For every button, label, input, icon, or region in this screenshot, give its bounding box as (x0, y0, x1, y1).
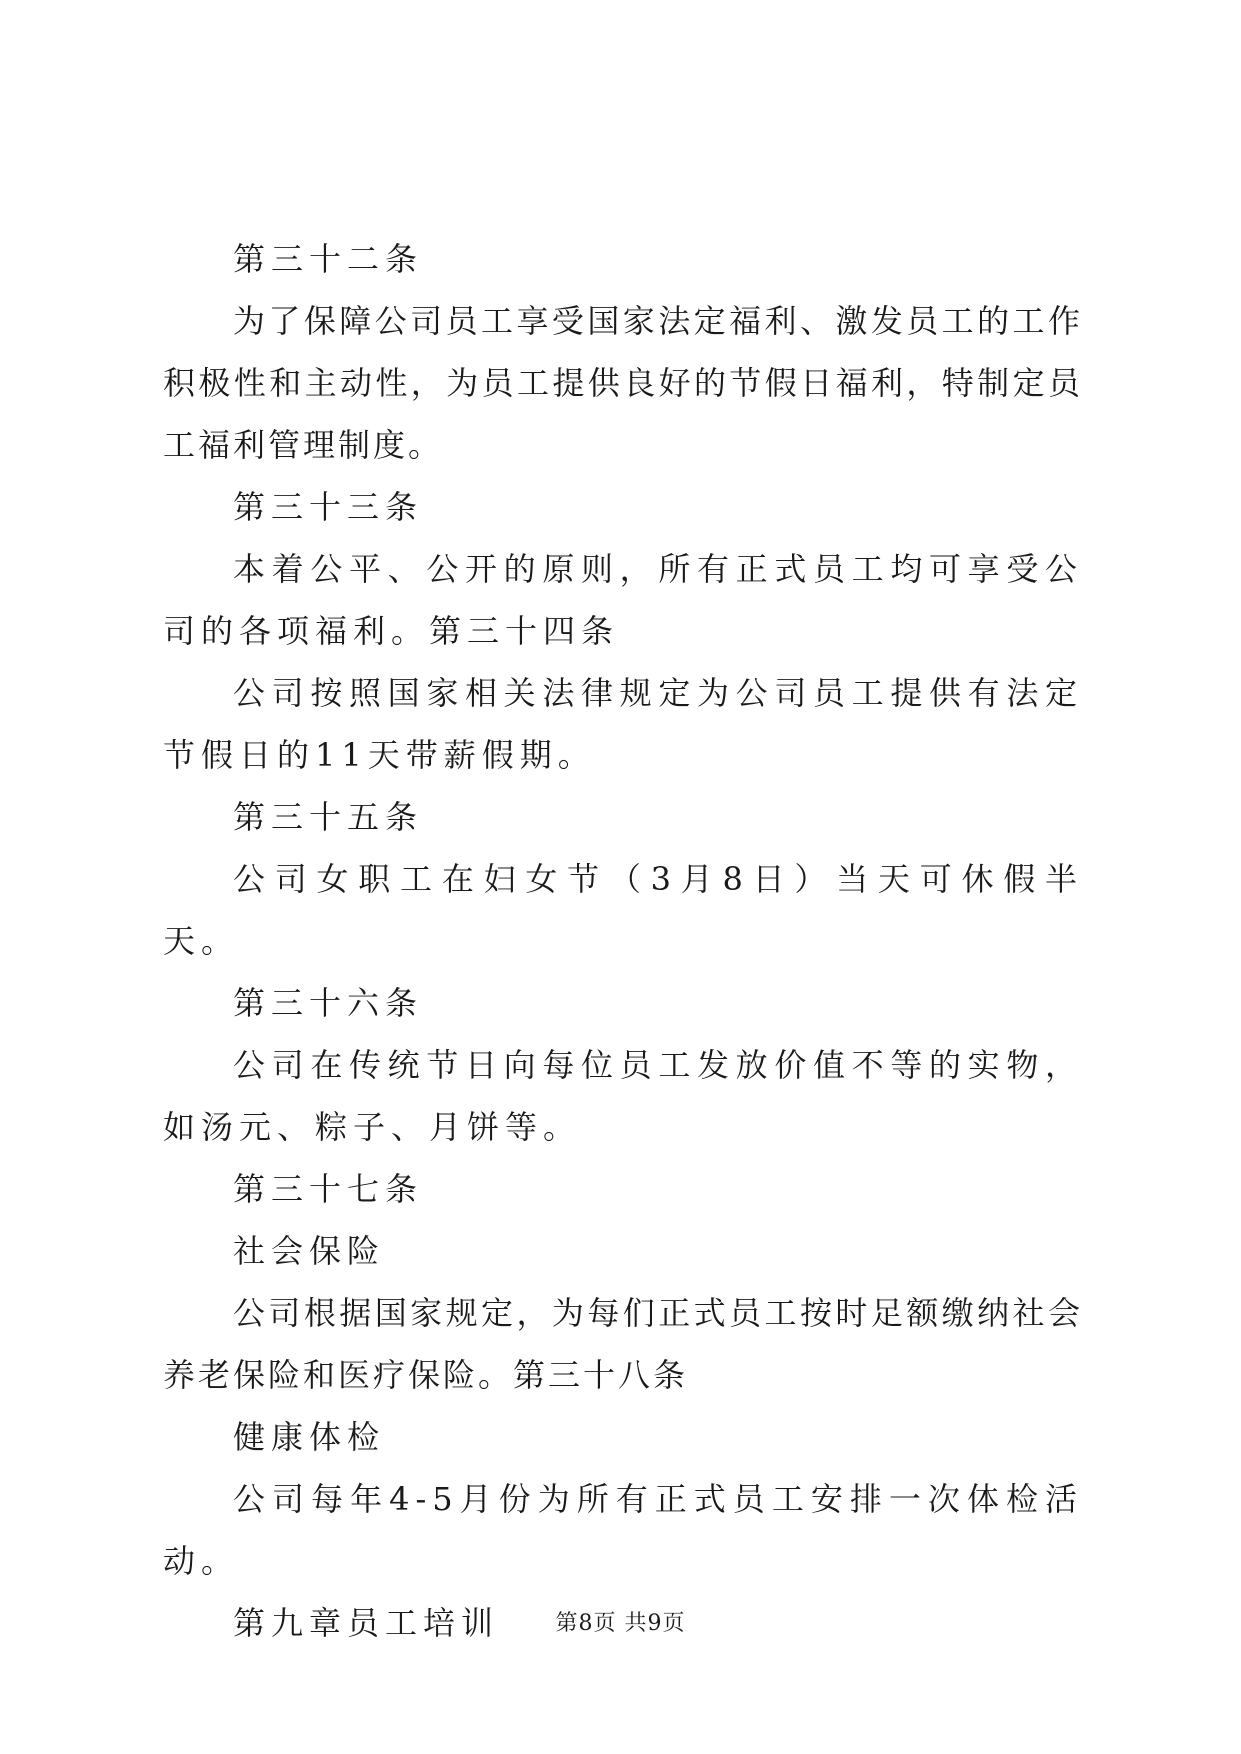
paragraph: 公司女职工在妇女节（3月8日）当天可休假半天。 (163, 860, 1083, 960)
article-heading: 第三十三条 (233, 488, 424, 526)
section-label: 健康体检 (233, 1418, 386, 1456)
article-heading: 第三十七条 (233, 1170, 424, 1208)
paragraph: 本着公平、公开的原则，所有正式员工均可享受公司的各项福利。第三十四条 (163, 550, 1083, 650)
page-number-footer: 第8页 共9页 (555, 1611, 686, 1636)
paragraph: 公司根据国家规定，为每们正式员工按时足额缴纳社会养老保险和医疗保险。第三十八条 (163, 1294, 1083, 1394)
article-heading: 第三十五条 (233, 798, 424, 836)
paragraph: 为了保障公司员工享受国家法定福利、激发员工的工作积极性和主动性，为员工提供良好的节假日福利，特制定员工福利管理制度。 (163, 302, 1083, 464)
paragraph: 公司在传统节日向每位员工发放价值不等的实物，如汤元、粽子、月饼等。 (163, 1046, 1083, 1146)
paragraph: 公司按照国家相关法律规定为公司员工提供有法定节假日的11天带薪假期。 (163, 674, 1083, 774)
article-heading: 第三十六条 (233, 984, 424, 1022)
document-body (163, 228, 1083, 1654)
paragraph: 公司每年4-5月份为所有正式员工安排一次体检活动。 (163, 1480, 1083, 1580)
article-heading: 第三十二条 (233, 240, 424, 278)
section-label: 社会保险 (233, 1232, 386, 1270)
chapter-heading: 第九章员工培训 (233, 1604, 500, 1642)
